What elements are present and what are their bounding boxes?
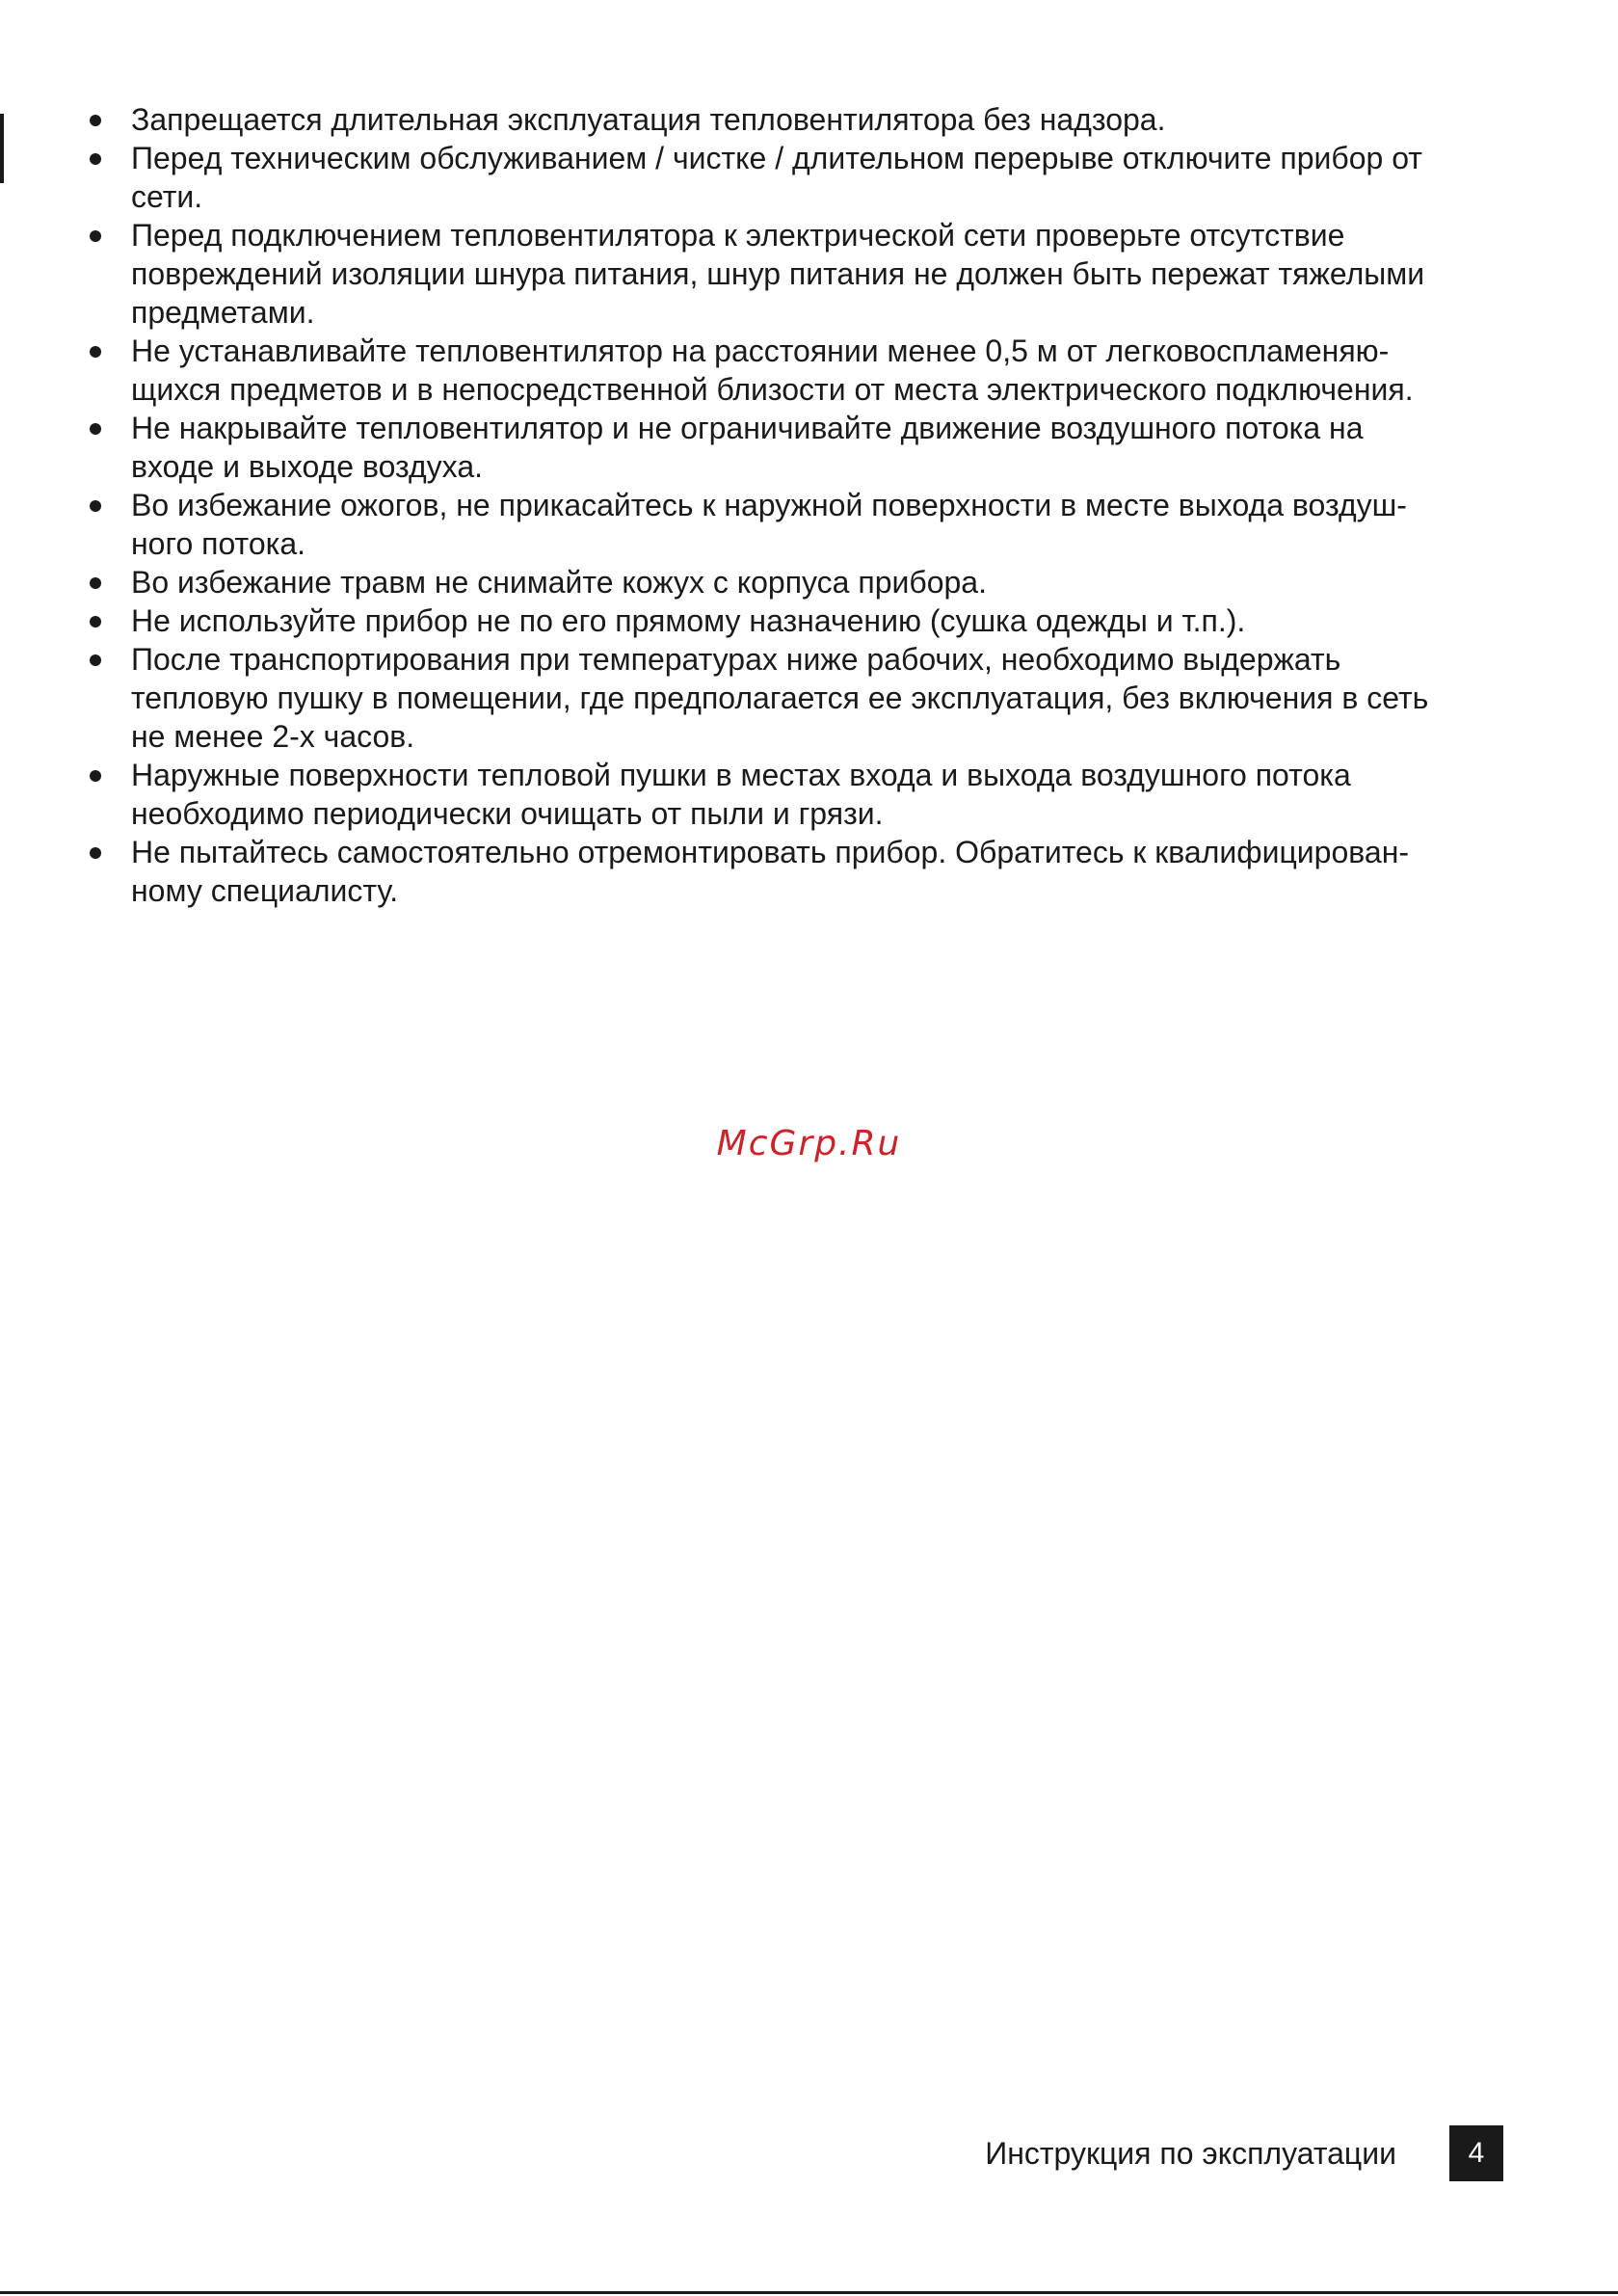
bullet-text: Во избежание ожогов, не прикасайтесь к наружной поверхности в месте выхода воздуш- ного потока. <box>131 488 1407 561</box>
bullet-dot-icon <box>90 577 101 589</box>
bullet-text: Не используйте прибор не по его прямому назначению (сушка одежды и т.п.). <box>131 603 1246 638</box>
bullet-dot-icon <box>90 423 101 435</box>
page-edge-mark <box>0 114 4 183</box>
bullet-item <box>83 563 1509 601</box>
bullet-dot-icon <box>90 616 101 627</box>
bullet-dot-icon <box>90 153 101 165</box>
page-number-badge: 4 <box>1449 2125 1503 2181</box>
bullet-dot-icon <box>90 115 101 126</box>
bullet-dot-icon <box>90 500 101 512</box>
bullet-text: Не пытайтесь самостоятельно отремонтировать прибор. Обратитесь к квалифицирован- ному специалисту. <box>131 835 1410 908</box>
footer-title: Инструкция по эксплуатации <box>985 2136 1396 2171</box>
bullet-item <box>83 409 1509 486</box>
bullet-item <box>83 601 1509 640</box>
bullet-text: Во избежание травм не снимайте кожух с корпуса прибора. <box>131 565 987 600</box>
bottom-divider <box>0 2291 1618 2294</box>
bullet-text: Наружные поверхности тепловой пушки в местах входа и выхода воздушного потока необходимо периодически очищать от пыли и грязи. <box>131 758 1351 831</box>
bullet-item <box>83 756 1509 833</box>
bullet-item <box>83 332 1509 409</box>
bullet-dot-icon <box>90 654 101 666</box>
bullet-dot-icon <box>90 346 101 358</box>
bullet-text: Запрещается длительная эксплуатация тепловентилятора без надзора. <box>131 102 1166 137</box>
safety-bullet-list <box>83 100 1509 910</box>
bullet-item <box>83 833 1509 910</box>
bullet-item <box>83 486 1509 563</box>
bullet-dot-icon <box>90 230 101 242</box>
bullet-dot-icon <box>90 847 101 859</box>
bullet-text: Перед подключением тепловентилятора к электрической сети проверьте отсутствие повреждений изоляции шнура питания, шнур питания не должен быть пережат тяжелыми предметами. <box>131 218 1425 330</box>
bullet-item <box>83 640 1509 756</box>
bullet-text: Перед техническим обслуживанием / чистке / длительном перерыве отключите прибор от сети. <box>131 141 1422 214</box>
bullet-text: После транспортирования при температурах ниже рабочих, необходимо выдержать тепловую пушку в помещении, где предполагается ее эксплуатация, без включения в сеть не менее 2-х часов. <box>131 642 1429 754</box>
bullet-item <box>83 100 1509 139</box>
bullet-item <box>83 216 1509 332</box>
bullet-text: Не устанавливайте тепловентилятор на расстоянии менее 0,5 м от легковоспламеняю- щихся предметов и в непосредственной близости от места электрического подключения. <box>131 334 1414 407</box>
bullet-dot-icon <box>90 770 101 782</box>
bullet-item <box>83 139 1509 216</box>
bullet-text: Не накрывайте тепловентилятор и не ограничивайте движение воздушного потока на входе и выходе воздуха. <box>131 411 1364 484</box>
watermark-text: McGrp.Ru <box>716 1124 902 1163</box>
